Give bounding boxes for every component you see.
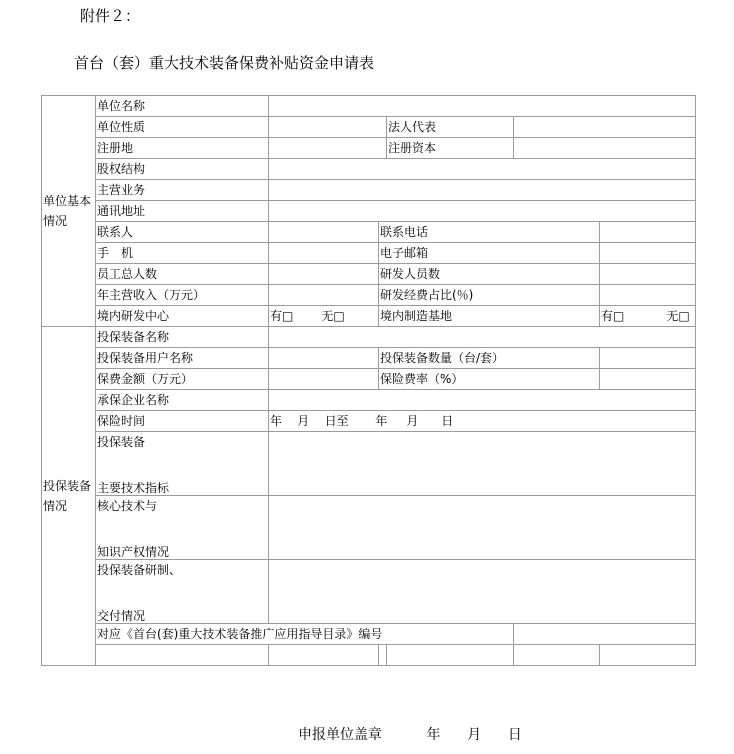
- field-phone[interactable]: [600, 222, 696, 243]
- label-ip: 核心技术与 知识产权情况: [96, 496, 269, 560]
- label-premium: 保费金额（万元）: [96, 369, 269, 390]
- field-employees[interactable]: [269, 264, 379, 285]
- mfg-base-yes-checkbox[interactable]: 有□: [601, 309, 625, 323]
- field-rate[interactable]: [600, 369, 696, 390]
- label-rd-ratio: 研发经费占比(％): [379, 285, 600, 306]
- field-rd-staff[interactable]: [600, 264, 696, 285]
- label-mfg-base: 境内制造基地: [379, 306, 600, 327]
- label-revenue: 年主营收入（万元）: [96, 285, 269, 306]
- field-period[interactable]: 年 月 日至 年 月 日: [269, 411, 696, 432]
- stamp-label: 申报单位盖章: [298, 727, 382, 743]
- field-ip[interactable]: [269, 496, 696, 560]
- label-mobile: 手 机: [96, 243, 269, 264]
- label-period: 保险时间: [96, 411, 269, 432]
- label-tech-specs: 投保装备 主要技术指标: [96, 432, 269, 496]
- field-reg-capital[interactable]: [514, 138, 696, 159]
- field-legal-rep[interactable]: [514, 117, 696, 138]
- label-catalog: 对应《首台(套)重大技术装备推广应用指导目录》编号: [96, 624, 514, 645]
- label-reg-place: 注册地: [96, 138, 269, 159]
- label-phone: 联系电话: [379, 222, 600, 243]
- field-catalog[interactable]: [514, 624, 696, 645]
- field-equip-user[interactable]: [269, 348, 379, 369]
- footer-day: 日: [507, 727, 522, 743]
- mfg-base-no-checkbox[interactable]: 无□: [666, 309, 690, 323]
- field-rd-ratio[interactable]: [600, 285, 696, 306]
- label-dev-delivery: 投保装备研制、 交付情况: [96, 560, 269, 624]
- blank-cell[interactable]: [96, 645, 269, 666]
- blank-cell[interactable]: [600, 645, 696, 666]
- blank-cell[interactable]: [269, 645, 379, 666]
- label-reg-capital: 注册资本: [387, 138, 514, 159]
- footer-month: 月: [467, 727, 482, 743]
- field-contact[interactable]: [269, 222, 379, 243]
- rd-center-yes-checkbox[interactable]: 有□: [270, 309, 294, 323]
- field-mobile[interactable]: [269, 243, 379, 264]
- label-rd-center: 境内研发中心: [96, 306, 269, 327]
- footer-year: 年: [426, 727, 441, 743]
- field-reg-place[interactable]: [269, 138, 387, 159]
- label-equip-name: 投保装备名称: [96, 327, 269, 348]
- field-unit-nature[interactable]: [269, 117, 387, 138]
- field-insurer[interactable]: [269, 390, 696, 411]
- label-contact: 联系人: [96, 222, 269, 243]
- label-legal-rep: 法人代表: [387, 117, 514, 138]
- signature-line: [298, 724, 522, 744]
- label-address: 通讯地址: [96, 201, 269, 222]
- section-unit-basic: 单位基本情况: [42, 96, 96, 327]
- label-equip-user: 投保装备用户名称: [96, 348, 269, 369]
- field-dev-delivery[interactable]: [269, 560, 696, 624]
- label-equip-qty: 投保装备数量（台/套）: [379, 348, 600, 369]
- field-premium[interactable]: [269, 369, 379, 390]
- form-title: 首台（套）重大技术装备保费补贴资金申请表: [74, 54, 375, 72]
- field-equip-name[interactable]: [269, 327, 696, 348]
- blank-cell[interactable]: [514, 645, 600, 666]
- blank-cell[interactable]: [379, 645, 387, 666]
- field-mfg-base[interactable]: [600, 306, 696, 327]
- label-unit-nature: 单位性质: [96, 117, 269, 138]
- label-rd-staff: 研发人员数: [379, 264, 600, 285]
- label-insurer: 承保企业名称: [96, 390, 269, 411]
- field-revenue[interactable]: [269, 285, 379, 306]
- section-insurance: 投保装备情况: [42, 327, 96, 666]
- rd-center-no-checkbox[interactable]: 无□: [321, 309, 345, 323]
- label-employees: 员工总人数: [96, 264, 269, 285]
- label-main-business: 主营业务: [96, 180, 269, 201]
- blank-cell[interactable]: [387, 645, 514, 666]
- field-rd-center[interactable]: [269, 306, 379, 327]
- field-equip-qty[interactable]: [600, 348, 696, 369]
- field-equity[interactable]: [269, 159, 696, 180]
- field-main-business[interactable]: [269, 180, 696, 201]
- field-email[interactable]: [600, 243, 696, 264]
- label-rate: 保险费率（%）: [379, 369, 600, 390]
- application-form-table: [41, 95, 696, 666]
- label-unit-name: 单位名称: [96, 96, 269, 117]
- field-tech-specs[interactable]: [269, 432, 696, 496]
- field-unit-name[interactable]: [269, 96, 696, 117]
- field-address[interactable]: [269, 201, 696, 222]
- label-email: 电子邮箱: [379, 243, 600, 264]
- attachment-label: 附件２：: [80, 7, 141, 25]
- label-equity: 股权结构: [96, 159, 269, 180]
